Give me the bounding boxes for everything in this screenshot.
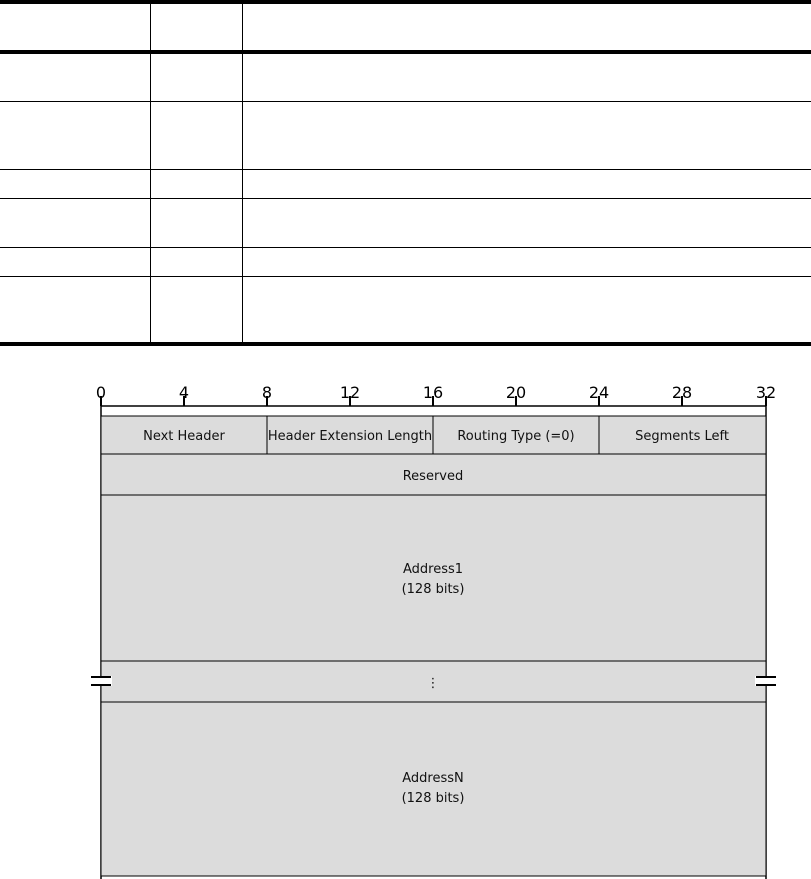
- ellipsis-label: ⋮: [426, 676, 440, 691]
- addressn-size-label: (128 bits): [401, 791, 465, 806]
- address1-size-label: (128 bits): [401, 582, 465, 597]
- next-header-label: Next Header: [143, 429, 225, 444]
- bit-ruler: [96, 383, 776, 406]
- ruler-label: 32: [755, 383, 777, 402]
- header-row: [101, 416, 766, 454]
- ruler-label: 24: [588, 383, 610, 402]
- reserved-label: Reserved: [402, 469, 464, 484]
- ruler-label: 4: [178, 383, 190, 402]
- ruler-label: 20: [505, 383, 527, 402]
- ruler-label: 8: [261, 383, 273, 402]
- ruler-label: 0: [95, 383, 107, 402]
- routing-type-label: Routing Type (=0): [457, 429, 575, 444]
- ruler-label: 28: [671, 383, 693, 402]
- addressn-field: [101, 702, 766, 876]
- header-extension-length-label: Header Extension Length: [267, 429, 433, 444]
- segments-left-label: Segments Left: [635, 429, 729, 444]
- ruler-label: 12: [339, 383, 361, 402]
- address1-label: Address1: [402, 562, 464, 577]
- ruler-label: 16: [422, 383, 444, 402]
- addressn-label: AddressN: [402, 771, 464, 786]
- address1-field: [101, 495, 766, 661]
